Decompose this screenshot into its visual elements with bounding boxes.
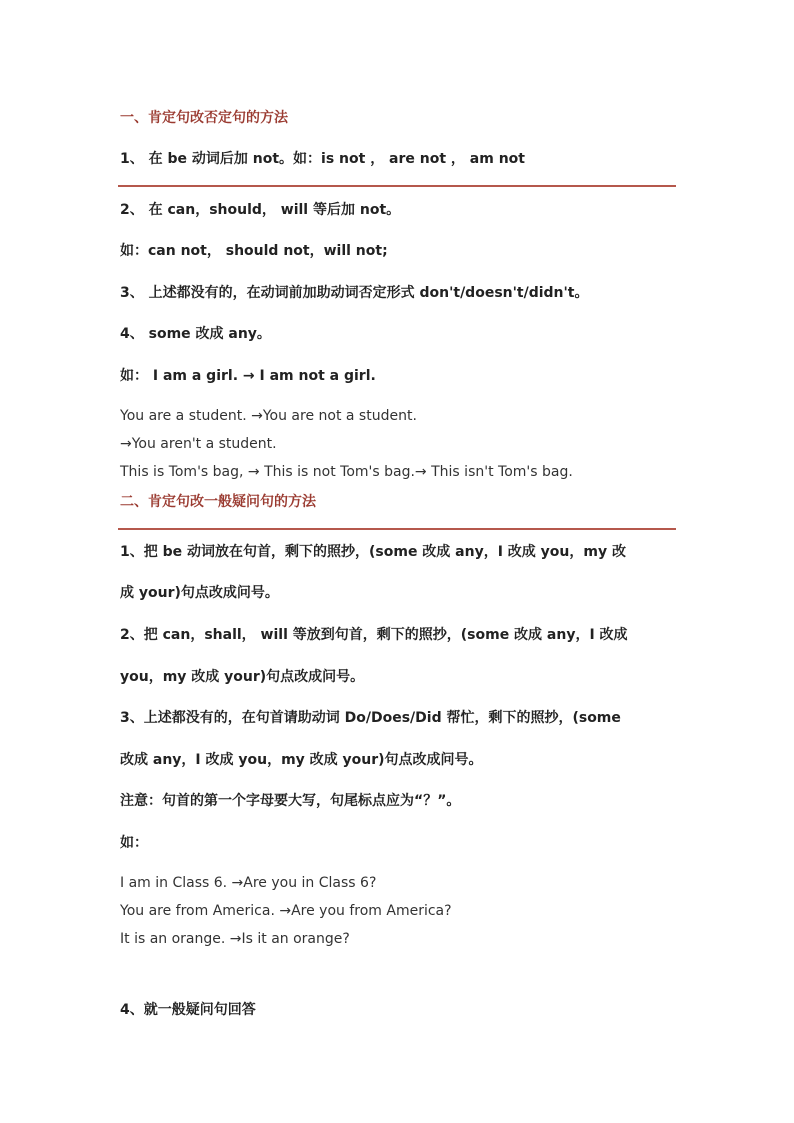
section1-example3: →You aren't a student.	[120, 436, 277, 452]
section2-example3: It is an orange. →Is it an orange?	[120, 931, 350, 947]
section2-item1-line2: 成 your)句点改成问号。	[120, 585, 279, 601]
section1-heading: 一、肯定句改否定句的方法	[120, 110, 288, 126]
section2-example2: You are from America. →Are you from America?	[120, 903, 452, 919]
section1-divider	[118, 185, 676, 187]
section2-divider	[118, 528, 676, 530]
section2-item2-line1: 2、把 can，shall， will 等放到句首，剩下的照抄，(some 改成 any，I 改成	[120, 627, 628, 643]
section1-item3: 3、 上述都没有的，在动词前加助动词否定形式 don't/doesn't/didn't。	[120, 285, 589, 301]
section2-example1: I am in Class 6. →Are you in Class 6?	[120, 875, 377, 891]
section2-example-lead: 如：	[120, 835, 148, 851]
section2-note: 注意：句首的第一个字母要大写，句尾标点应为“？”。	[120, 793, 461, 809]
section1-item2-example: 如：can not， should not，will not;	[120, 243, 388, 259]
section2-item3-line2: 改成 any，I 改成 you，my 改成 your)句点改成问号。	[120, 752, 483, 768]
section2-item3-line1: 3、上述都没有的，在句首请助动词 Do/Does/Did 帮忙，剩下的照抄，(some	[120, 710, 621, 726]
section1-item1: 1、 在 be 动词后加 not。如：is not ， are not ， am not	[120, 151, 525, 167]
section1-example-lead: 如： I am a girl. → I am not a girl.	[120, 368, 376, 384]
section2-heading: 二、肯定句改一般疑问句的方法	[120, 494, 316, 510]
section1-example4: This is Tom's bag, → This is not Tom's bag.→ This isn't Tom's bag.	[120, 464, 573, 480]
section3-heading: 4、就一般疑问句回答	[120, 1002, 256, 1018]
section2-item2-line2: you，my 改成 your)句点改成问号。	[120, 669, 365, 685]
section1-item2: 2、 在 can，should， will 等后加 not。	[120, 202, 401, 218]
section1-item4: 4、 some 改成 any。	[120, 326, 271, 342]
section1-example2: You are a student. →You are not a student.	[120, 408, 417, 424]
section2-item1-line1: 1、把 be 动词放在句首，剩下的照抄，(some 改成 any，I 改成 you，my 改	[120, 544, 626, 560]
